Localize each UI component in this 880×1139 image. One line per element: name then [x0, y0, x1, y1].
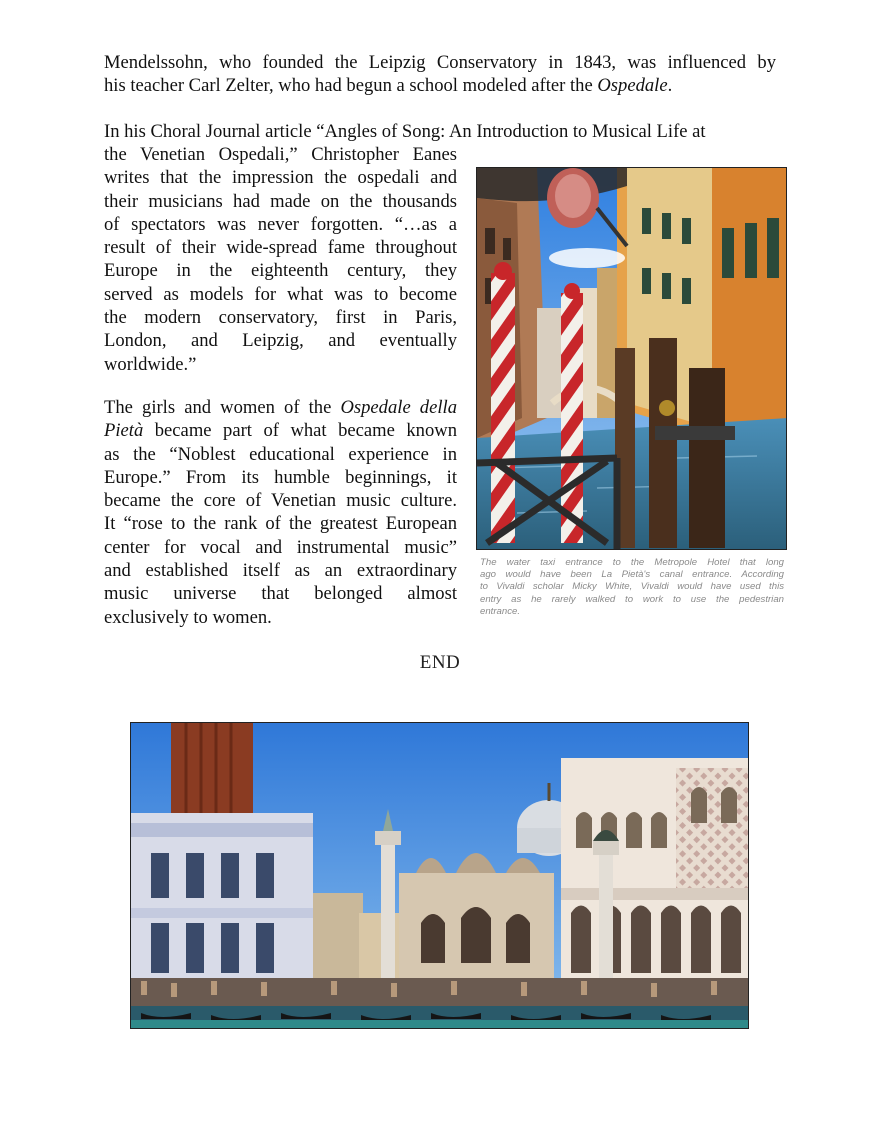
photo-piazzetta-san-marco: [130, 722, 749, 1029]
photo-caption: [480, 557, 784, 618]
text-line: London, and Leipzig, and eventually: [104, 330, 457, 352]
text-line: result of their wide-spread fame throughout: [104, 237, 457, 259]
paragraph-choral-journal-first-line: In his Choral Journal article “Angles of Song: An Introduction to Musical Life at: [104, 121, 706, 142]
text-line: and established itself as an extraordinary: [104, 560, 457, 582]
canal-illustration: [477, 168, 787, 550]
caption-line: to Vivaldi scholar Micky White, Vivaldi would have used this: [480, 581, 784, 593]
paragraph-ospedale-della-pieta: [104, 396, 457, 629]
text-line: It “rose to the rank of the greatest European: [104, 513, 457, 535]
text-line: Mendelssohn, who founded the Leipzig Conservatory in 1843, was influenced by: [104, 52, 776, 73]
text-line: exclusively to women.: [104, 606, 272, 628]
caption-line: The water taxi entrance to the Metropole Hotel that long: [480, 557, 784, 568]
text-line: Europe.” From its humble beginnings, it: [104, 466, 457, 488]
text-line: the Venetian Ospedali,” Christopher Eanes: [104, 144, 457, 165]
photo-metropole-water-entrance: [476, 167, 787, 550]
text-line: his teacher Carl Zelter, who had begun a school modeled after the Ospedale.: [104, 75, 673, 97]
text-line: center for vocal and instrumental music”: [104, 536, 457, 558]
text-line: their musicians had made on the thousands: [104, 190, 457, 212]
text-line: became the core of Venetian music culture.: [104, 490, 457, 512]
text-line: The girls and women of the Ospedale della: [104, 397, 457, 418]
caption-line: entry as he rarely walked to work to use the pedestrian: [480, 593, 784, 605]
text-line: Pietà became part of what became known: [104, 420, 457, 442]
paragraph-choral-journal: [104, 143, 457, 376]
text-line: music universe that belonged almost: [104, 583, 457, 605]
end-marker: END: [419, 652, 461, 673]
piazzetta-illustration: [131, 723, 749, 1029]
text-line: of spectators was never forgotten. “…as a: [104, 213, 457, 235]
text-line: the modern conservatory, first in Paris,: [104, 307, 457, 329]
text-line: writes that the impression the ospedali and: [104, 167, 457, 189]
text-line: Europe in the eighteenth century, they: [104, 260, 457, 282]
paragraph-mendelssohn: [104, 51, 776, 98]
text-line: worldwide.”: [104, 353, 197, 375]
italic-term: Pietà: [104, 420, 144, 442]
caption-line: ago would have been La Pietà's canal entrance. According: [480, 569, 784, 581]
caption-line: entrance.: [480, 605, 521, 617]
italic-term: Ospedale: [597, 75, 668, 97]
text-line: as the “Noblest educational experience in: [104, 443, 457, 465]
text-line: served as models for what was to become: [104, 283, 457, 305]
italic-term: Ospedale della: [340, 397, 457, 418]
